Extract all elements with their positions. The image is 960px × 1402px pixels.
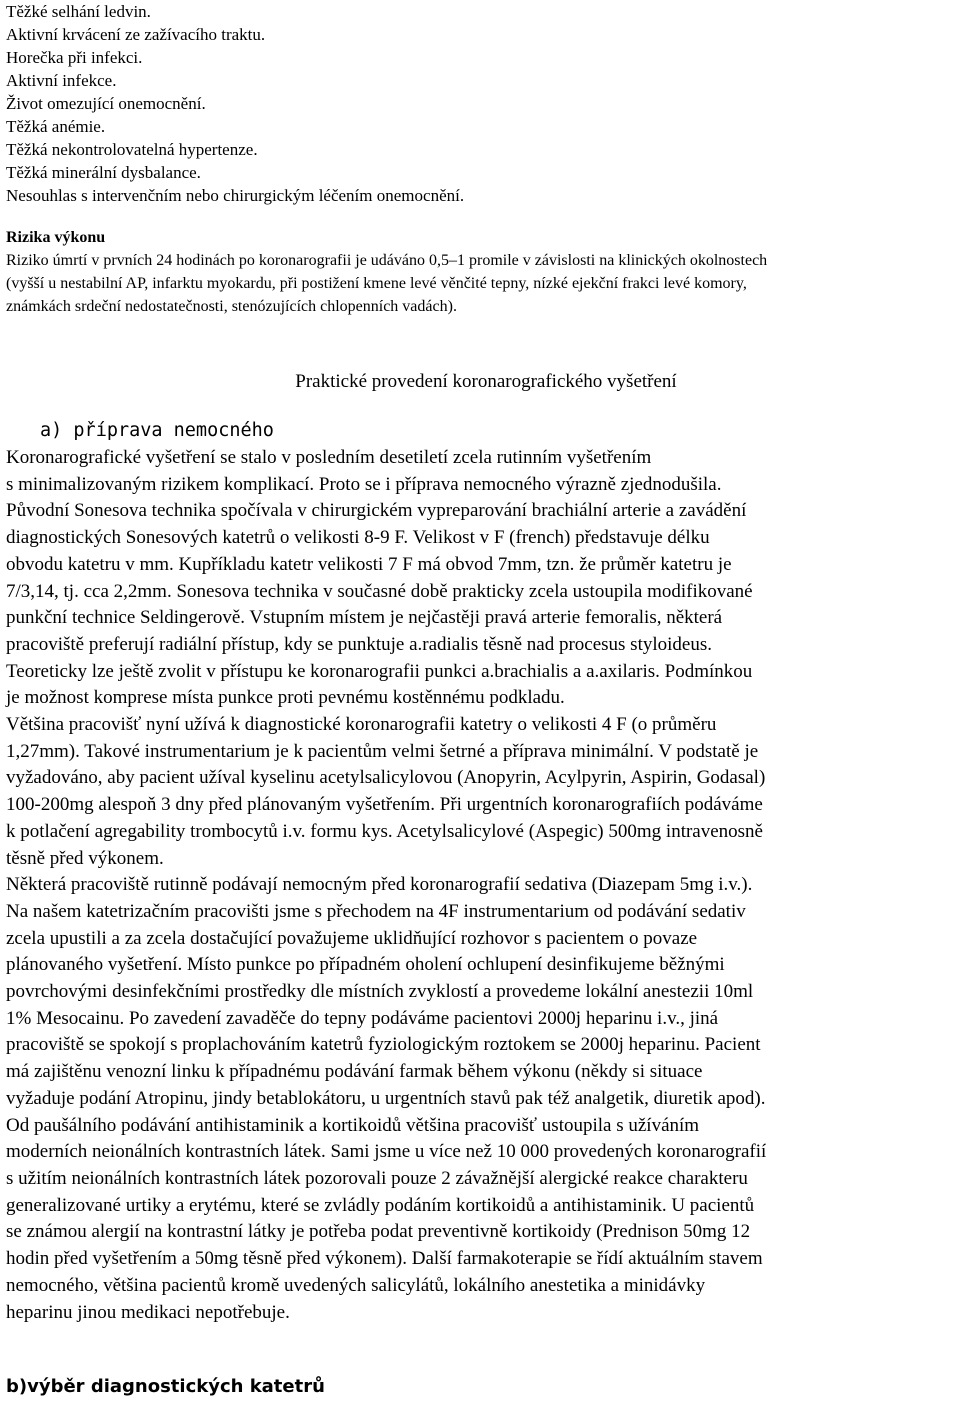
paragraph-line: zcela upustili a za zcela dostačující považujeme uklidňující rozhovor s pacientem o povaze <box>6 927 698 949</box>
subsection-heading-b: b)výběr diagnostických katetrů <box>6 1376 325 1397</box>
paragraph-line: k potlačení agregability trombocytů i.v. formu kys. Acetylsalicylové (Aspegic) 500mg intravenosně <box>6 820 763 842</box>
subsection-heading-a: a) příprava nemocného <box>40 420 274 441</box>
paragraph-line: diagnostických Sonesových katetrů o velikosti 8-9 F. Velikost v F (french) představuje délku <box>6 527 710 549</box>
paragraph-line: nemocného, většina pacientů kromě uvedených salicylátů, lokálního anestetika a minidávky <box>6 1274 706 1296</box>
paragraph-line: (vyšší u nestabilní AP, infarktu myokardu, při postižení kmene levé věnčité tepny, nízké ejekční frakci levé komory, <box>6 275 747 292</box>
paragraph-line: vyžaduje podání Atropinu, jindy betablokátoru, u urgentních stavů pak též analgetik, diuretik apod). <box>6 1087 766 1109</box>
paragraph-line: Na našem katetrizačním pracovišti jsme s přechodem na 4F instrumentarium od podávání sedativ <box>6 900 746 922</box>
list-item: Těžká anémie. <box>6 117 106 136</box>
paragraph-line: 1% Mesocainu. Po zavedení zavaděče do tepny podáváme pacientovi 2000j heparinu i.v., jiná <box>6 1007 719 1029</box>
list-item: Aktivní infekce. <box>6 71 117 90</box>
paragraph-line: generalizované urtiky a erytému, které se zvládly podáním kortikoidů a antihistaminik. U pacientů <box>6 1194 755 1216</box>
paragraph-line: má zajištěnu venozní linku k případnému podávání farmak během výkonu (někdy si situace <box>6 1061 703 1083</box>
paragraph-line: známkách srdeční nedostatečnosti, stenózujících chlopenních vadách). <box>6 298 457 315</box>
paragraph-line: punkční technice Seldingerově. Vstupním místem je nejčastěji pravá arterie femoralis, některá <box>6 607 723 629</box>
contraindication-list <box>6 0 464 207</box>
paragraph-line: plánovaného vyšetření. Místo punkce po případném oholení ochlupení desinfikujeme běžnými <box>6 954 725 976</box>
list-item: Život omezující onemocnění. <box>6 94 206 113</box>
paragraph-line: je možnost komprese místa punkce proti pevnému kostěnnému podkladu. <box>6 687 565 709</box>
list-item: Nesouhlas s intervenčním nebo chirurgickým léčením onemocnění. <box>6 186 465 205</box>
paragraph-line: heparinu jinou medikaci nepotřebuje. <box>6 1301 290 1323</box>
list-item: Těžké selhání ledvin. <box>6 2 151 21</box>
paragraph-line: Riziko úmrtí v prvních 24 hodinách po koronarografii je udáváno 0,5–1 promile v závislosti na klinických okolnostech <box>6 252 768 269</box>
section-title: Praktické provedení koronarografického vyšetření <box>295 371 677 392</box>
list-item: Aktivní krvácení ze zažívacího traktu. <box>6 25 266 44</box>
paragraph-line: Koronarografické vyšetření se stalo v posledním desetiletí zcela rutinním vyšetřením <box>6 447 652 468</box>
paragraph-line: 7/3,14, tj. cca 2,2mm. Sonesova technika v současné době prakticky zcela ustoupila modifikované <box>6 580 753 602</box>
paragraph-line: s minimalizovaným rizikem komplikací. Proto se i příprava nemocného výrazně zjednodušila. <box>6 473 722 495</box>
list-item: Těžká nekontrolovatelná hypertenze. <box>6 140 258 159</box>
list-item: Těžká minerální dysbalance. <box>6 163 201 182</box>
paragraph-line: Teoreticky lze ještě zvolit v přístupu ke koronarografii punkci a.brachialis a a.axilaris. Podmínkou <box>6 660 753 682</box>
rizika-heading: Rizika výkonu <box>6 229 106 246</box>
paragraph-line: těsně před výkonem. <box>6 847 164 869</box>
paragraph-line: Většina pracovišť nyní užívá k diagnostické koronarografii katetry o velikosti 4 F (o průměru <box>6 714 717 736</box>
body-paragraph <box>6 445 956 1326</box>
paragraph-line: obvodu katetru v mm. Kupříkladu katetr velikosti 7 F má obvod 7mm, tzn. že průměr katetru je <box>6 553 732 575</box>
paragraph-line: vyžadováno, aby pacient užíval kyselinu acetylsalicylovou (Anopyrin, Acylpyrin, Aspirin, Godasal) <box>6 767 766 789</box>
rizika-paragraph <box>6 249 954 318</box>
paragraph-line: 100-200mg alespoň 3 dny před plánovaným vyšetřením. Při urgentních koronarografiích podáváme <box>6 794 763 816</box>
paragraph-line: povrchovými desinfekčními prostředky dle místních zvyklostí a provedeme lokální anestezii 10ml <box>6 981 754 1003</box>
paragraph-line: 1,27mm). Takové instrumentarium je k pacientům velmi šetrné a příprava minimální. V podstatě je <box>6 740 759 762</box>
paragraph-line: hodin před vyšetřením a 50mg těsně před výkonem). Další farmakoterapie se řídí aktuálním stavem <box>6 1248 763 1270</box>
paragraph-line: pracoviště se spokojí s proplachováním katetrů fyziologickým roztokem se 2000j heparinu. Pacient <box>6 1034 761 1056</box>
paragraph-line: moderních neionálních kontrastních látek. Sami jsme u více než 10 000 provedených koronarografií <box>6 1141 767 1163</box>
paragraph-line: se známou alergií na kontrastní látky je potřeba podat preventivně kortikoidy (Prednison 50mg 12 <box>6 1221 751 1243</box>
paragraph-line: Některá pracoviště rutinně podávají nemocným před koronarografií sedativa (Diazepam 5mg i.v.). <box>6 874 753 896</box>
list-item: Horečka při infekci. <box>6 48 143 67</box>
paragraph-line: Původní Sonesova technika spočívala v chirurgickém vypreparování brachiální arterie a zavádění <box>6 500 747 522</box>
paragraph-line: s užitím neionálních kontrastních látek pozorovali pouze 2 závažnější alergické reakce charakteru <box>6 1167 748 1189</box>
paragraph-line: pracoviště preferují radiální přístup, kdy se punktuje a.radialis těsně nad procesus styloideus. <box>6 633 712 655</box>
paragraph-line: Od paušálního podávání antihistaminik a kortikoidů většina pracovišť ustoupila s užíváním <box>6 1114 700 1136</box>
